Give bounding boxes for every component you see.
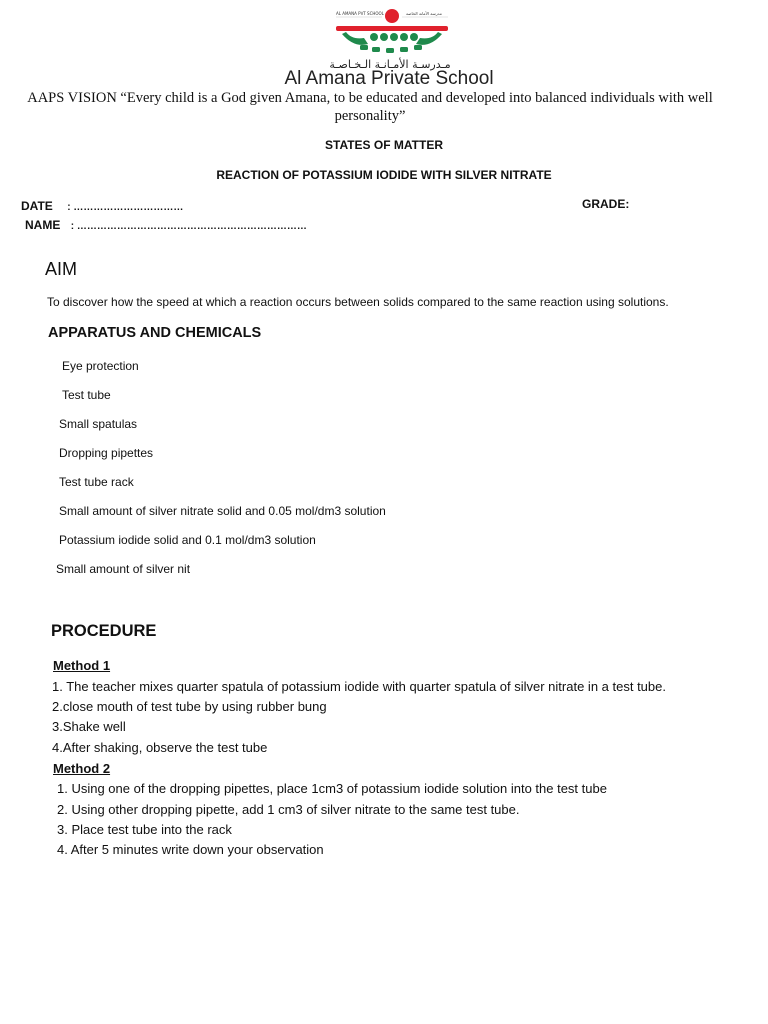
apparatus-item: Small amount of silver nitrate solid and 0.05 mol/dm3 solution: [59, 504, 386, 518]
name-row: [25, 216, 307, 234]
apparatus-item: Small spatulas: [59, 417, 138, 431]
apparatus-item: Potassium iodide solid and 0.1 mol/dm3 solution: [59, 533, 316, 547]
method-2-title: Method 2: [53, 761, 111, 776]
method-2-step: 4. After 5 minutes write down your observation: [57, 842, 324, 857]
vision-line-1: AAPS VISION “Every child is a God given Amana, to be educated and developed into balanced individuals with well: [27, 90, 713, 106]
topic-title: STATES OF MATTER: [325, 138, 443, 152]
logo-small-english: AL AMANA PVT SCHOOL: [336, 11, 384, 16]
method-1-title: Method 1: [53, 658, 111, 673]
method-2-step: 2. Using other dropping pipette, add 1 cm3 of silver nitrate to the same test tube.: [57, 802, 520, 817]
method-2-step: 3. Place test tube into the rack: [57, 822, 232, 837]
apparatus-item: Test tube: [62, 388, 111, 402]
school-vision: [20, 89, 720, 125]
name-blank: : ……………………………………………………………: [70, 221, 307, 232]
date-blank: : ……………………………: [67, 202, 184, 213]
aim-heading: AIM: [45, 259, 78, 279]
apparatus-heading: APPARATUS AND CHEMICALS: [48, 325, 262, 341]
procedure-heading: PROCEDURE: [51, 622, 157, 640]
logo-small-arabic: مدرسة الأمانة الخاصة: [406, 11, 442, 16]
name-label: NAME: [25, 218, 61, 232]
method-1-step: 4.After shaking, observe the test tube: [52, 740, 268, 755]
method-2-step: 1. Using one of the dropping pipettes, place 1cm3 of potassium iodide solution into the test tube: [57, 781, 607, 796]
school-name: Al Amana Private School: [284, 68, 494, 89]
date-label: DATE: [21, 199, 53, 213]
vision-line-2: personality”: [334, 108, 406, 124]
method-1-step: 1. The teacher mixes quarter spatula of potassium iodide with quarter spatula of silver nitrate in a test tube.: [52, 679, 666, 694]
experiment-title: REACTION OF POTASSIUM IODIDE WITH SILVER NITRATE: [216, 168, 552, 182]
apparatus-item: Small amount of silver nit: [56, 562, 191, 576]
arabic-school-name: مـدرسـة الأمـانـة الـخـاصـة: [329, 58, 451, 71]
grade-label: GRADE:: [582, 197, 630, 211]
method-1-step: 3.Shake well: [52, 719, 126, 734]
apparatus-item: Dropping pipettes: [59, 446, 154, 460]
apparatus-item: Eye protection: [62, 359, 139, 373]
method-1-step: 2.close mouth of test tube by using rubber bung: [52, 699, 327, 714]
apparatus-item: Test tube rack: [59, 475, 134, 489]
date-row: [21, 197, 183, 215]
aim-text: To discover how the speed at which a reaction occurs between solids compared to the same reaction using solutions.: [47, 295, 669, 309]
